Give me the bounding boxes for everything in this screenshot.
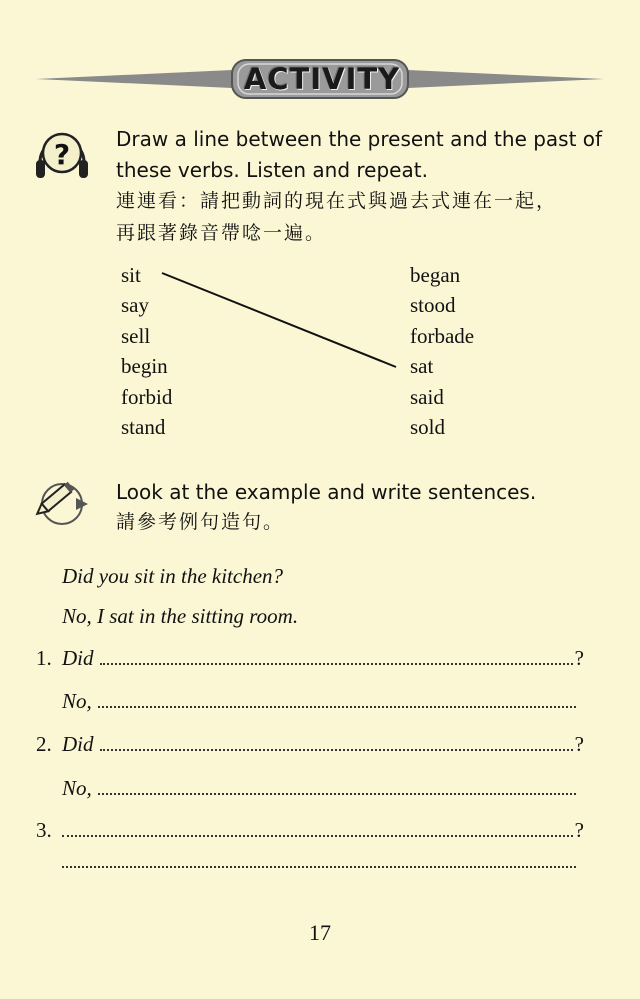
writing-line[interactable]	[100, 663, 573, 665]
writing-line[interactable]	[62, 866, 576, 868]
banner-title: ACTIVITY	[243, 62, 401, 96]
writing-line[interactable]	[98, 793, 576, 795]
past-verb: said	[410, 384, 444, 409]
exercise-number: 2.	[36, 732, 52, 756]
past-verb: forbade	[410, 323, 475, 348]
example-match-line	[0, 0, 640, 420]
exercise-number: 3.	[36, 818, 52, 842]
question-mark: ?	[574, 646, 584, 670]
past-verb: stood	[410, 293, 456, 318]
question-lead: Did	[62, 646, 94, 670]
example-question: Did you sit in the kitchen?	[62, 564, 284, 588]
question-mark: ?	[574, 732, 584, 756]
exercise-2-question[interactable]	[36, 732, 584, 757]
svg-text:?: ?	[53, 138, 71, 171]
past-verb: sold	[410, 414, 446, 439]
pencil-write-icon	[32, 478, 92, 530]
task1-instruction-zh-line-1: 連連看：請把動詞的現在式與過去式連在一起，	[116, 190, 558, 212]
present-verb: stand	[121, 414, 166, 439]
task1-instruction-zh-line-2: 再跟著錄音帶唸一遍。	[116, 222, 327, 244]
question-lead: Did	[62, 732, 94, 756]
task2-instruction-zh: 請參考例句造句。	[116, 511, 285, 533]
example-answer: No, I sat in the sitting room.	[62, 604, 299, 628]
past-verb: sat	[410, 354, 434, 379]
writing-line[interactable]	[98, 706, 576, 708]
exercise-2-answer[interactable]	[62, 776, 576, 801]
exercise-1-question[interactable]	[36, 646, 584, 671]
exercise-number: 1.	[36, 646, 52, 670]
writing-line[interactable]	[100, 749, 573, 751]
task1-instruction-line-1: Draw a line between the present and the past of	[116, 127, 603, 151]
task2-instruction-en: Look at the example and write sentences.	[116, 480, 537, 504]
present-verb: sit	[121, 263, 141, 287]
question-mark: ?	[574, 818, 584, 842]
task1-instruction-line-2: these verbs. Listen and repeat.	[116, 158, 428, 182]
exercise-1-answer[interactable]	[62, 689, 576, 714]
past-verb: began	[410, 263, 461, 287]
answer-lead: No,	[62, 689, 92, 713]
exercise-3-question[interactable]	[36, 818, 584, 843]
writing-line[interactable]	[62, 835, 573, 837]
page-number: 17	[309, 920, 331, 945]
answer-lead: No,	[62, 776, 92, 800]
exercise-3-answer[interactable]	[62, 866, 576, 872]
present-verb: forbid	[121, 384, 173, 409]
present-verb: begin	[121, 354, 168, 379]
present-verb: say	[121, 293, 149, 318]
present-verb: sell	[121, 323, 151, 348]
